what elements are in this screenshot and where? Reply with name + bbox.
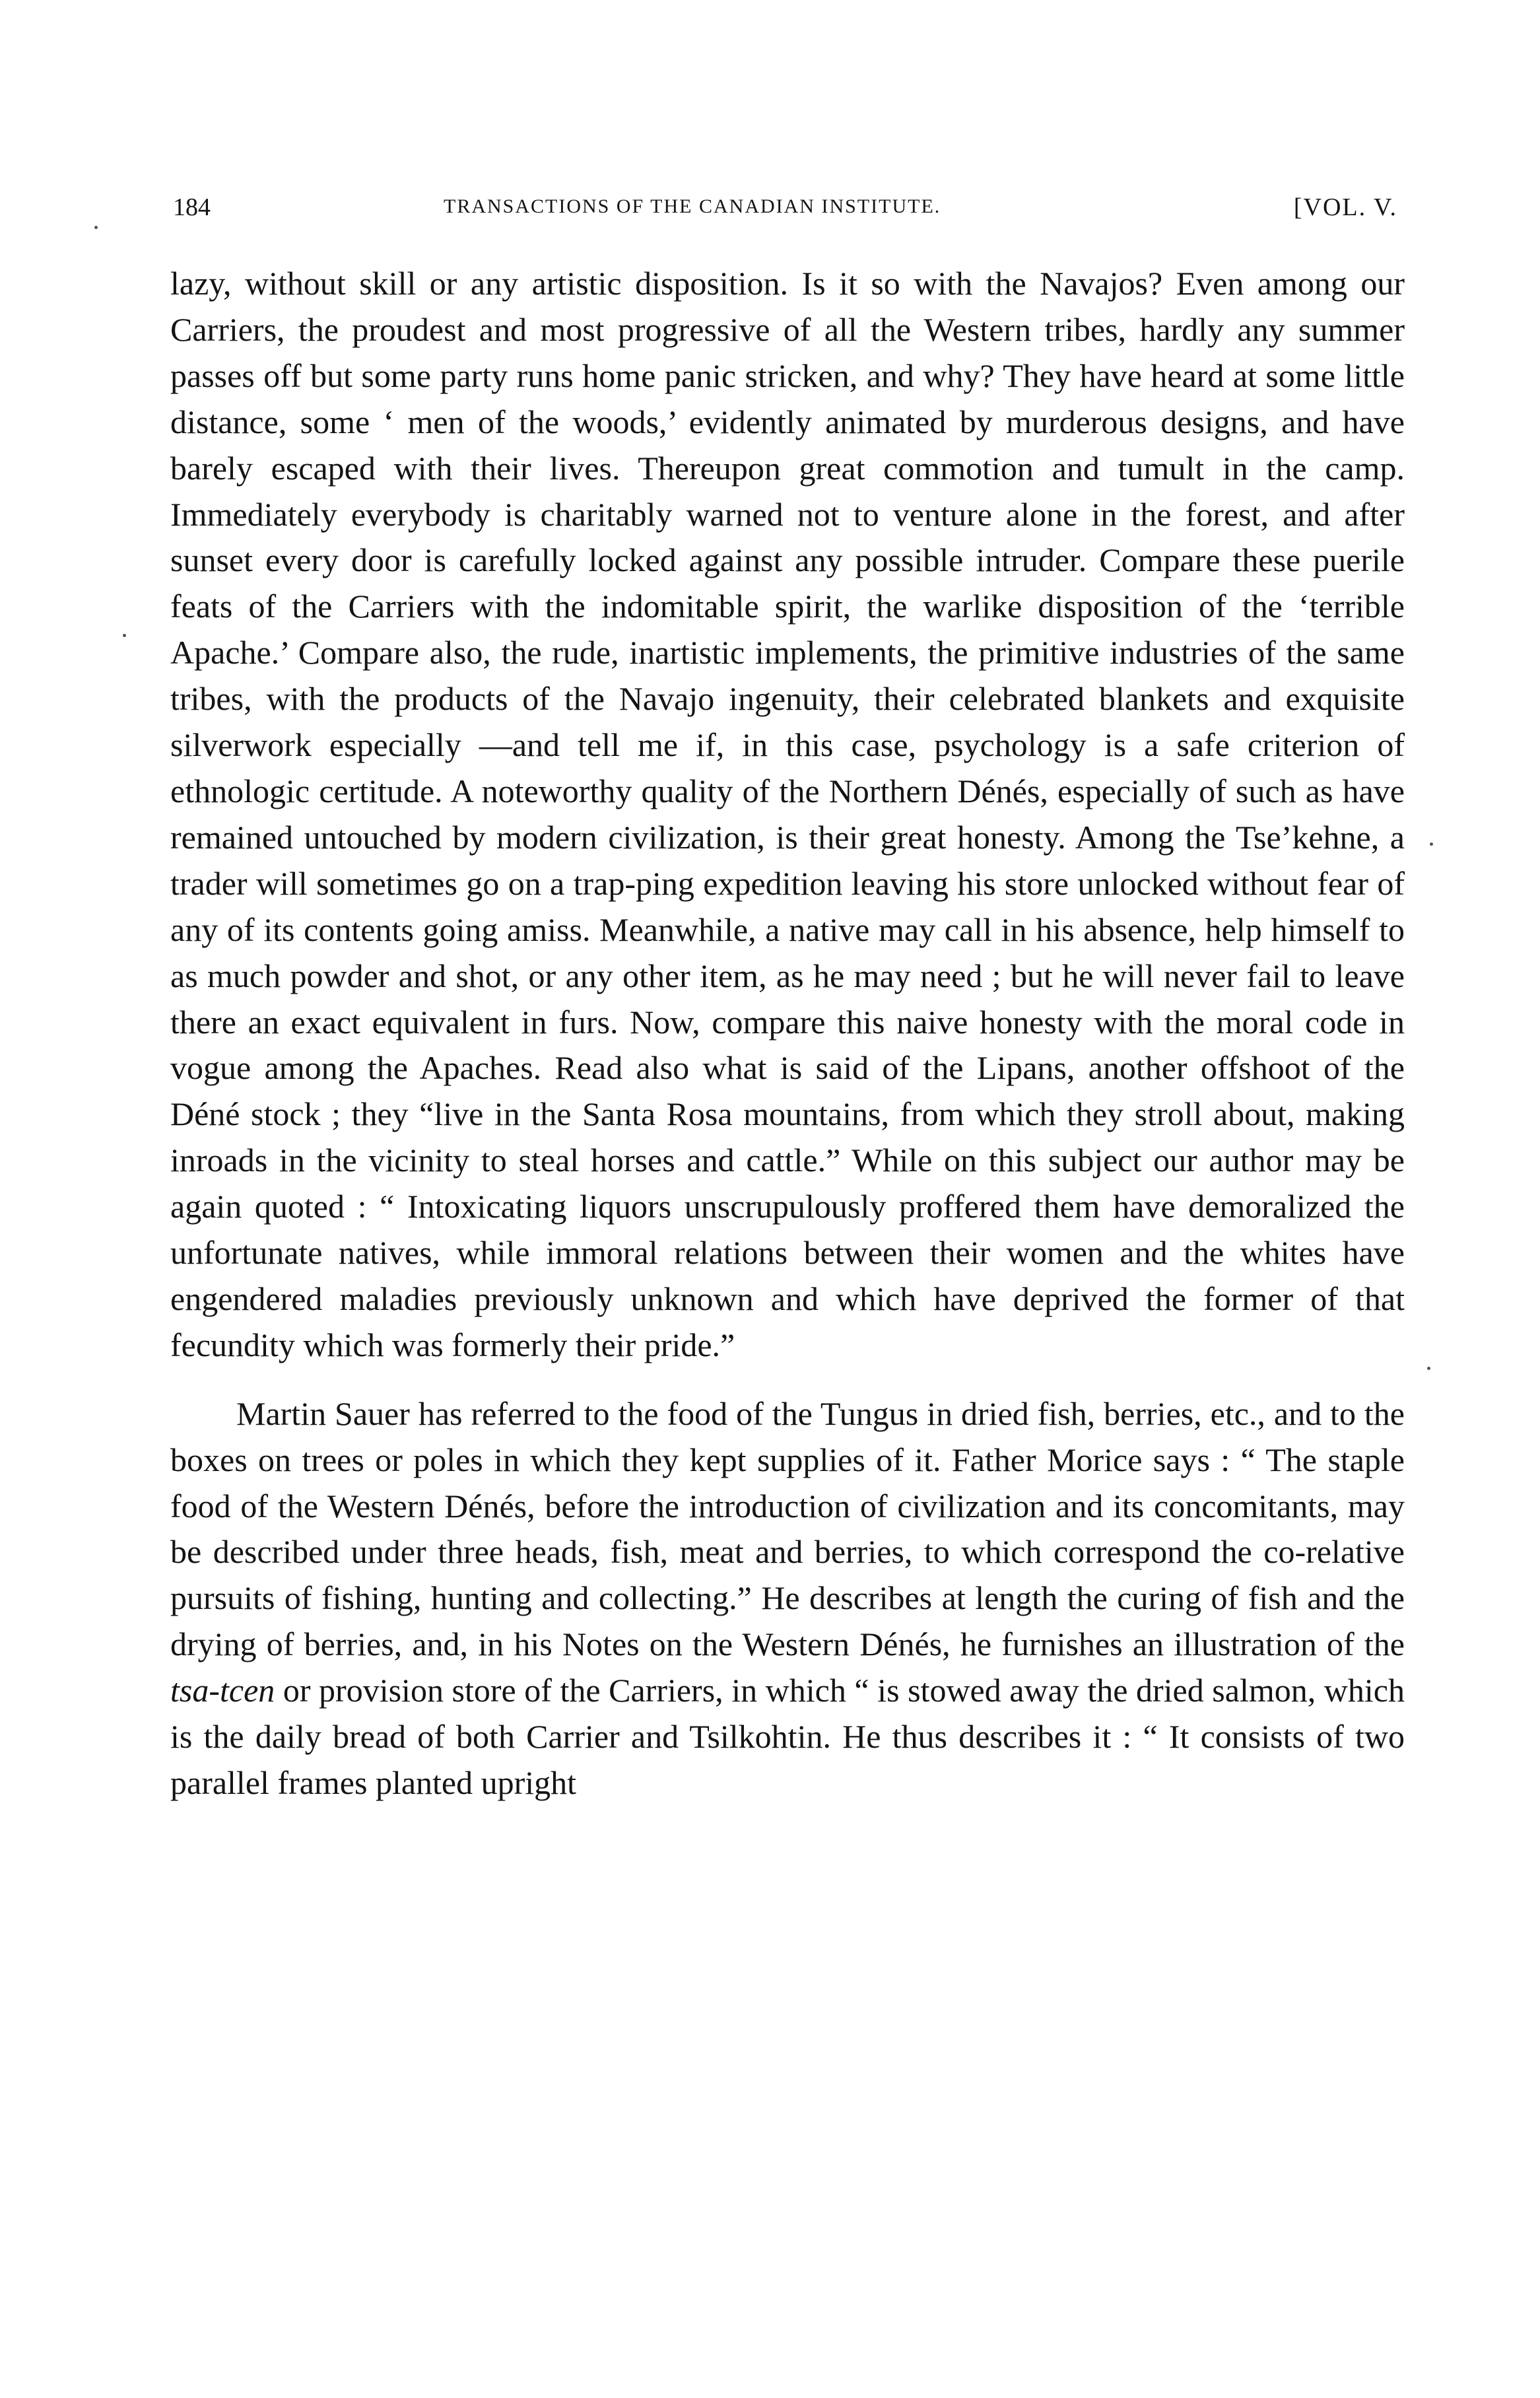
scan-speck — [1427, 1367, 1430, 1370]
volume-label: [VOL. V. — [1293, 193, 1397, 221]
paragraph-2 — [170, 1391, 1405, 1806]
scan-speck — [1430, 842, 1433, 846]
paragraph-2-part-1: Martin Sauer has referred to the food of the Tungus in dried fish, berries, etc., and to the boxes on trees or poles in which they kept supplies of it. Father Morice says : “ The staple food of the Western Dénés, before the introduction of civilization and its concomitants, may be described under three heads, fish, meat and berries, to which correspond the co-relative pursuits of fishing, hunting and collecting.” He describes at length the curing of fish and the drying of berries, and, in his Notes on the Western Dénés, he furnishes an illustration of the — [170, 1394, 1405, 1663]
journal-title: TRANSACTIONS OF THE CANADIAN INSTITUTE. — [444, 195, 941, 217]
body-text — [170, 261, 1405, 1806]
italic-term: tsa-tcen — [170, 1672, 275, 1709]
paragraph-2-part-2: or provision store of the Carriers, in which “ is stowed away the dried salmon, which is the daily bread of both Carrier and Tsilkohtin. He thus describes it : “ It consists of two parallel frames planted upright — [170, 1672, 1405, 1801]
running-header — [173, 193, 1397, 232]
scan-speck — [123, 634, 126, 637]
page-number: 184 — [173, 193, 211, 221]
paragraph-1: lazy, without skill or any artistic disposition. Is it so with the Navajos? Even among our Carriers, the proudest and most progressive of all the Western tribes, hardly any summer passes off but some party runs home panic stricken, and why? They have heard at some little distance, some ‘ men of the woods,’ evidently animated by murderous designs, and have barely escaped with their lives. Thereupon great commotion and tumult in the camp. Immediately everybody is charitably warned not to venture alone in the forest, and after sunset every door is carefully locked against any possible intruder. Compare these puerile feats of the Carriers with the indomitable spirit, the warlike disposition of the ‘terrible Apache.’ Compare also, the rude, inartistic implements, the primitive industries of the same tribes, with the products of the Navajo ingenuity, their celebrated blankets and exquisite silverwork especially —and tell me if, in this case, psychology is a safe criterion of ethnologic certitude. A noteworthy quality of the Northern Dénés, especially of such as have remained untouched by modern civilization, is their great honesty. Among the Tse’kehne, a trader will sometimes go on a trap-ping expedition leaving his store unlocked without fear of any of its contents going amiss. Meanwhile, a native may call in his absence, help himself to as much powder and shot, or any other item, as he may need ; but he will never fail to leave there an exact equivalent in furs. Now, compare this naive honesty with the moral code in vogue among the Apaches. Read also what is said of the Lipans, another offshoot of the Déné stock ; they “live in the Santa Rosa mountains, from which they stroll about, making inroads in the vicinity to steal horses and cattle.” While on this subject our author may be again quoted : “ Intoxicating liquors unscrupulously proffered them have demoralized the unfortunate natives, while immoral relations between their women and the whites have engendered maladies previously unknown and which have deprived the former of that fecundity which was formerly their pride.” — [170, 265, 1405, 1363]
scan-speck — [94, 226, 98, 229]
